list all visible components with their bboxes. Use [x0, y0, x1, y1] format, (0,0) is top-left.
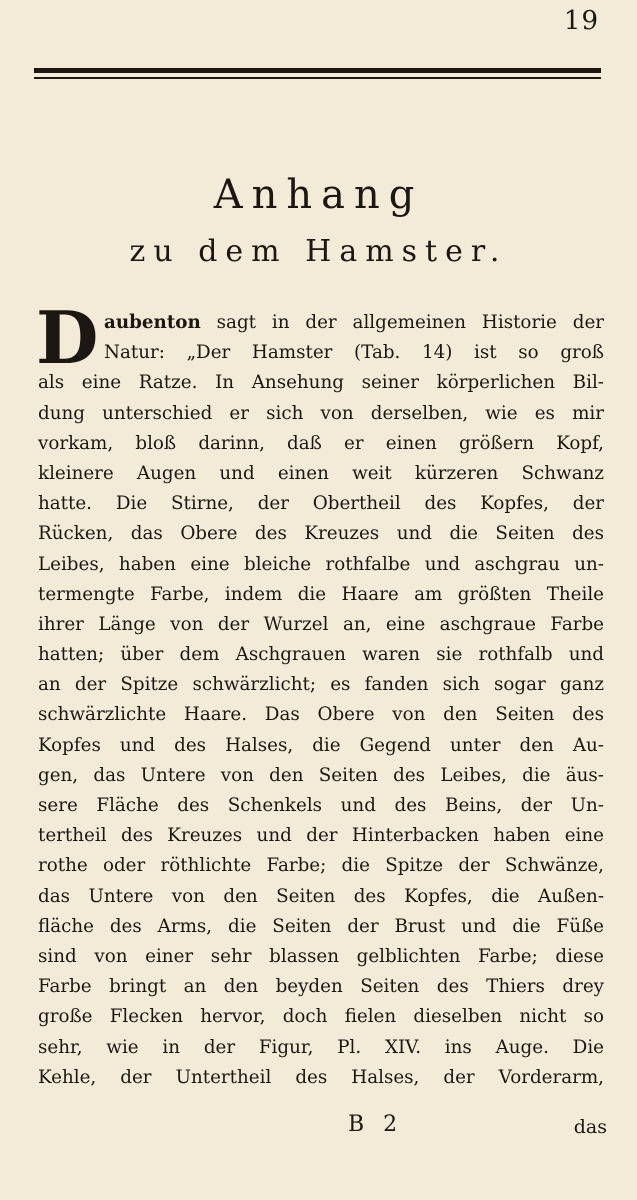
- text-line: sere Fläche des Schenkels und des Beins, der Un-: [38, 795, 604, 816]
- text-line: das Untere von den Seiten des Kopfes, die Außen-: [38, 885, 604, 907]
- text-line: vorkam, bloß darinn, daß er einen größern Kopf,: [38, 432, 604, 454]
- chapter-title: Anhang: [213, 172, 424, 218]
- text-line: dung unterschied er sich von derselben, wie es mir: [38, 402, 604, 424]
- text-line: große Flecken hervor, doch fielen dieselben nicht so: [38, 1006, 604, 1028]
- text-line: sehr, wie in der Figur, Pl. XIV. ins Auge. Die: [38, 1036, 604, 1058]
- text-line: fläche des Arms, die Seiten der Brust und die Füße: [38, 915, 604, 937]
- catchword: das: [573, 1116, 607, 1138]
- text-line: kleinere Augen und einen weit kürzeren Schwanz: [38, 462, 604, 484]
- chapter-subtitle: zu dem Hamster.: [129, 234, 508, 269]
- text-line: schwärzlichte Haare. Das Obere von den Seiten des: [38, 704, 604, 726]
- text-line: hatten; über dem Aschgrauen waren sie rothfalb und: [38, 644, 604, 666]
- text-line: Leibes, haben eine bleiche rothfalbe und aschgrau un-: [38, 553, 604, 575]
- text-line: Natur: „Der Hamster (Tab. 14) ist so groß: [104, 342, 604, 364]
- text-line: termengte Farbe, indem die Haare am größten Theile: [38, 583, 604, 605]
- body-text: [38, 308, 604, 1093]
- text-line-content: sagt in der allgemeinen Historie der: [200, 312, 604, 333]
- text-line: sind von einer sehr blassen gelblichten Farbe; diese: [38, 945, 604, 967]
- lead-word: aubenton: [104, 312, 201, 333]
- text-line: Farbe bringt an den beyden Seiten des Thiers drey: [38, 976, 604, 998]
- text-line: hatte. Die Stirne, der Obertheil des Kopfes, der: [38, 493, 604, 515]
- text-line: tertheil des Kreuzes und der Hinterbacken haben eine: [38, 825, 604, 847]
- text-line: an der Spitze schwärzlicht; es fanden sich sogar ganz: [38, 674, 604, 696]
- signature-mark: B 2: [348, 1112, 404, 1137]
- text-line: gen, das Untere von den Seiten des Leibes, die äus-: [38, 764, 604, 786]
- text-line: Kopfes und des Halses, die Gegend unter den Au-: [38, 734, 604, 756]
- header-rule: [34, 68, 601, 79]
- text-line: ihrer Länge von der Wurzel an, eine aschgraue Farbe: [38, 613, 604, 635]
- text-line: [38, 308, 604, 338]
- page-number: 19: [563, 6, 599, 36]
- text-line: Kehle, der Untertheil des Halses, der Vorderarm,: [38, 1066, 604, 1088]
- text-line: Rücken, das Obere des Kreuzes und die Seiten des: [38, 523, 604, 545]
- text-line: rothe oder röthlichte Farbe; die Spitze der Schwänze,: [38, 855, 604, 877]
- text-line: als eine Ratze. In Ansehung seiner körperlichen Bil-: [38, 372, 604, 394]
- drop-cap: D: [36, 295, 99, 380]
